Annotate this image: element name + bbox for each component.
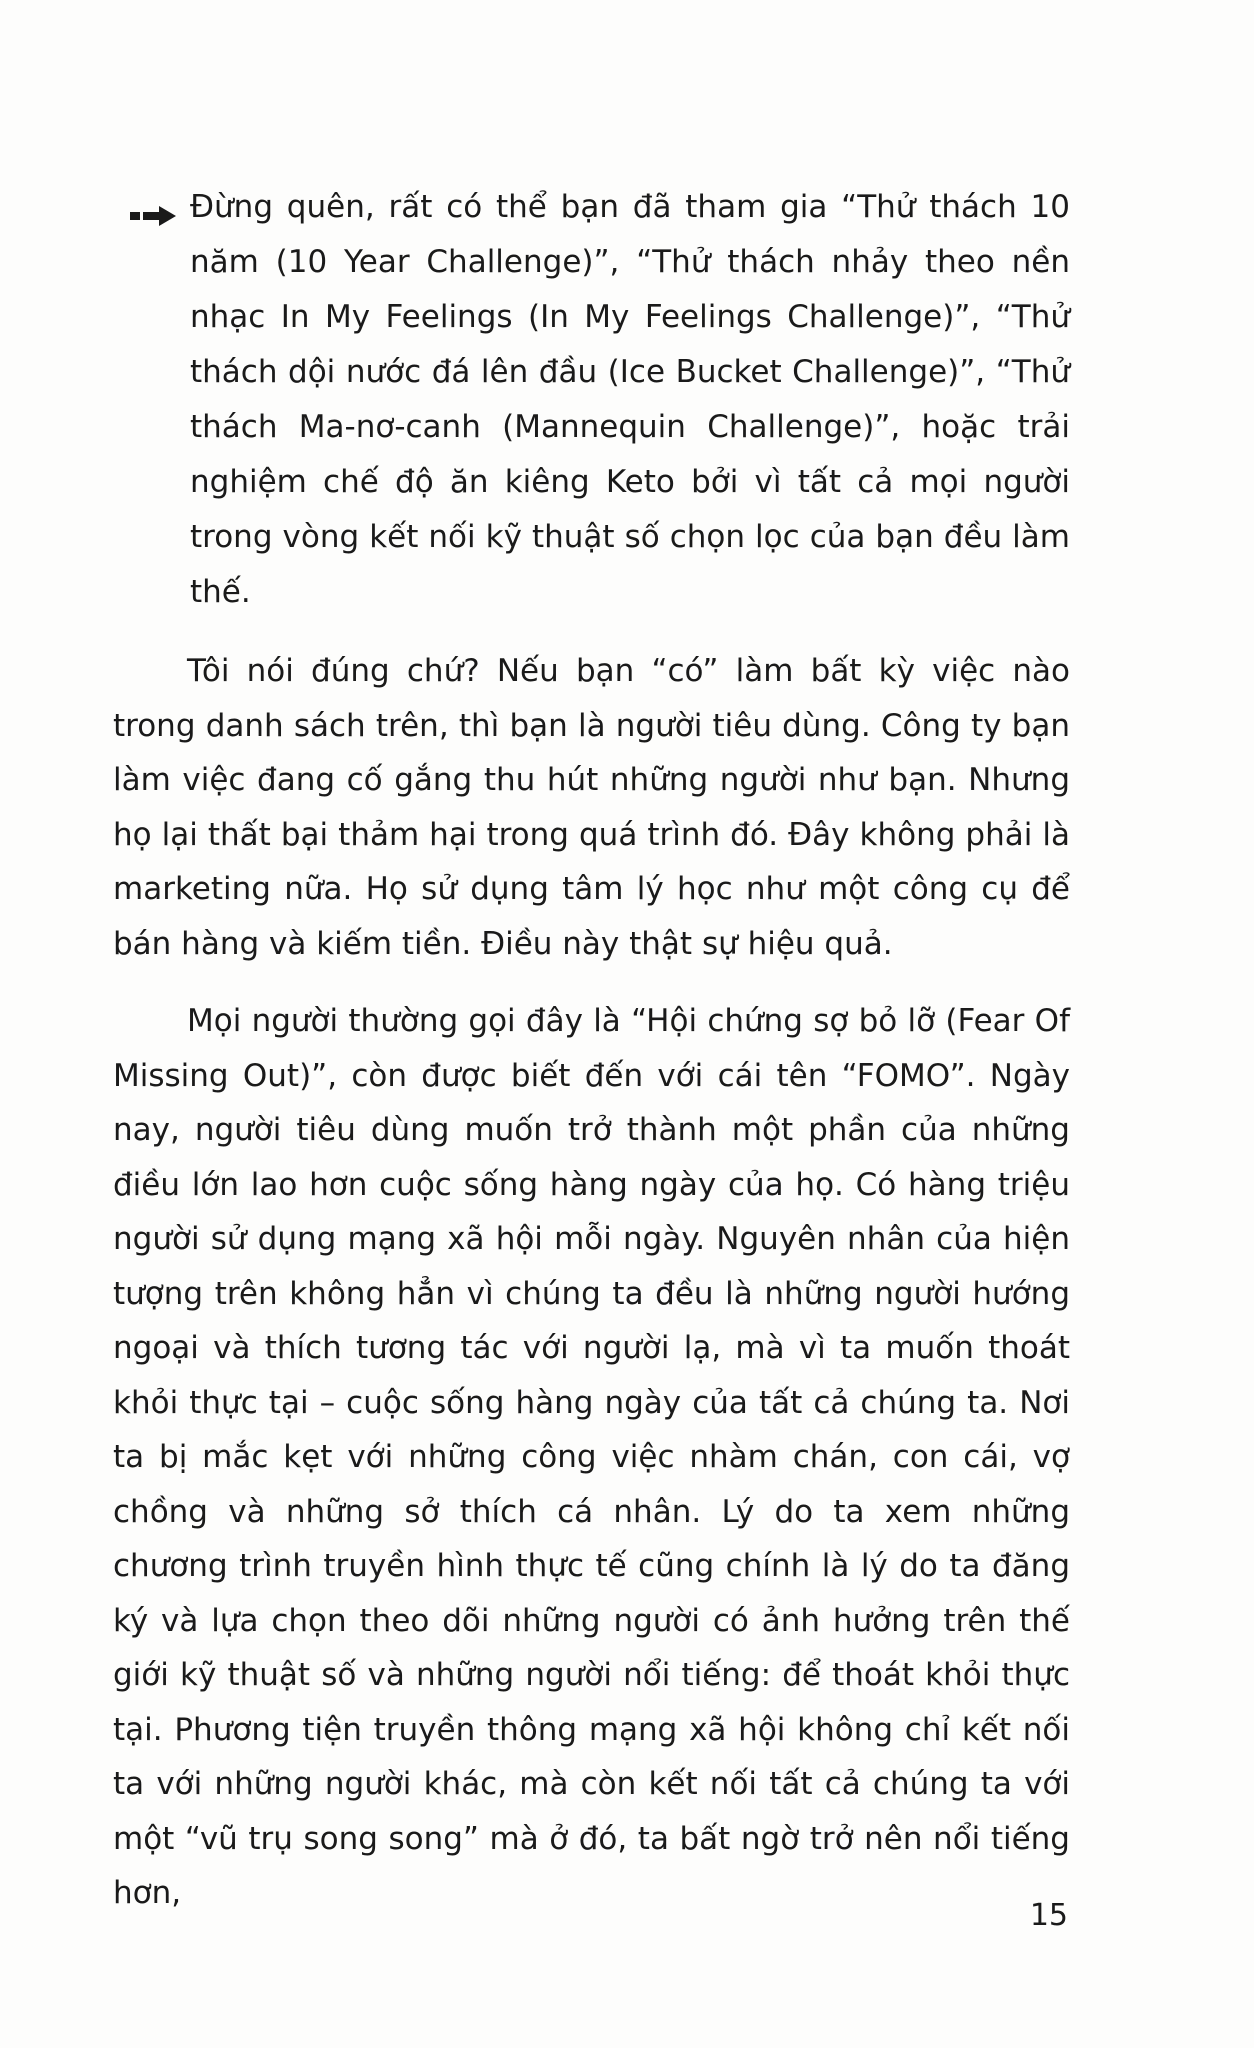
paragraph-1 bbox=[113, 644, 1070, 971]
paragraph-text: Tôi nói đúng chứ? Nếu bạn “có” làm bất kỳ việc nào trong danh sách trên, thì bạn là người tiêu dùng. Công ty bạn làm việc đang cố gắng thu hút những người như bạn. Nhưng họ lại thất bại thảm hại trong quá trình đó. Đây không phải là marketing nữa. Họ sử dụng tâm lý học như một công cụ để bán hàng và kiếm tiền. Điều này thật sự hiệu quả. bbox=[113, 653, 1070, 962]
bullet-text: Đừng quên, rất có thể bạn đã tham gia “Thử thách 10 năm (10 Year Challenge)”, “Thử thách nhảy theo nền nhạc In My Feelings (In My Feelings Challenge)”, “Thử thách dội nước đá lên đầu (Ice Bucket Challenge)”, “Thử thách Ma-nơ-canh (Mannequin Challenge)”, hoặc trải nghiệm chế độ ăn kiêng Keto bởi vì tất cả mọi người trong vòng kết nối kỹ thuật số chọn lọc của bạn đều làm thế. bbox=[190, 189, 1070, 610]
page-number: 15 bbox=[1029, 1898, 1068, 1933]
bullet-item bbox=[190, 180, 1070, 620]
paragraph-2 bbox=[113, 994, 1070, 1921]
paragraph-text: Mọi người thường gọi đây là “Hội chứng sợ bỏ lỡ (Fear Of Missing Out)”, còn được biết đến với cái tên “FOMO”. Ngày nay, người tiêu dùng muốn trở thành một phần của những điều lớn lao hơn cuộc sống hàng ngày của họ. Có hàng triệu người sử dụng mạng xã hội mỗi ngày. Nguyên nhân của hiện tượng trên không hẳn vì chúng ta đều là những người hướng ngoại và thích tương tác với người lạ, mà vì ta muốn thoát khỏi thực tại – cuộc sống hàng ngày của tất cả chúng ta. Nơi ta bị mắc kẹt với những công việc nhàm chán, con cái, vợ chồng và những sở thích cá nhân. Lý do ta xem những chương trình truyền hình thực tế cũng chính là lý do ta đăng ký và lựa chọn theo dõi những người có ảnh hưởng trên thế giới kỹ thuật số và những người nổi tiếng: để thoát khỏi thực tại. Phương tiện truyền thông mạng xã hội không chỉ kết nối ta với những người khác, mà còn kết nối tất cả chúng ta với một “vũ trụ song song” mà ở đó, ta bất ngờ trở nên nổi tiếng hơn, bbox=[113, 1003, 1070, 1911]
right-arrow-icon bbox=[130, 206, 176, 226]
